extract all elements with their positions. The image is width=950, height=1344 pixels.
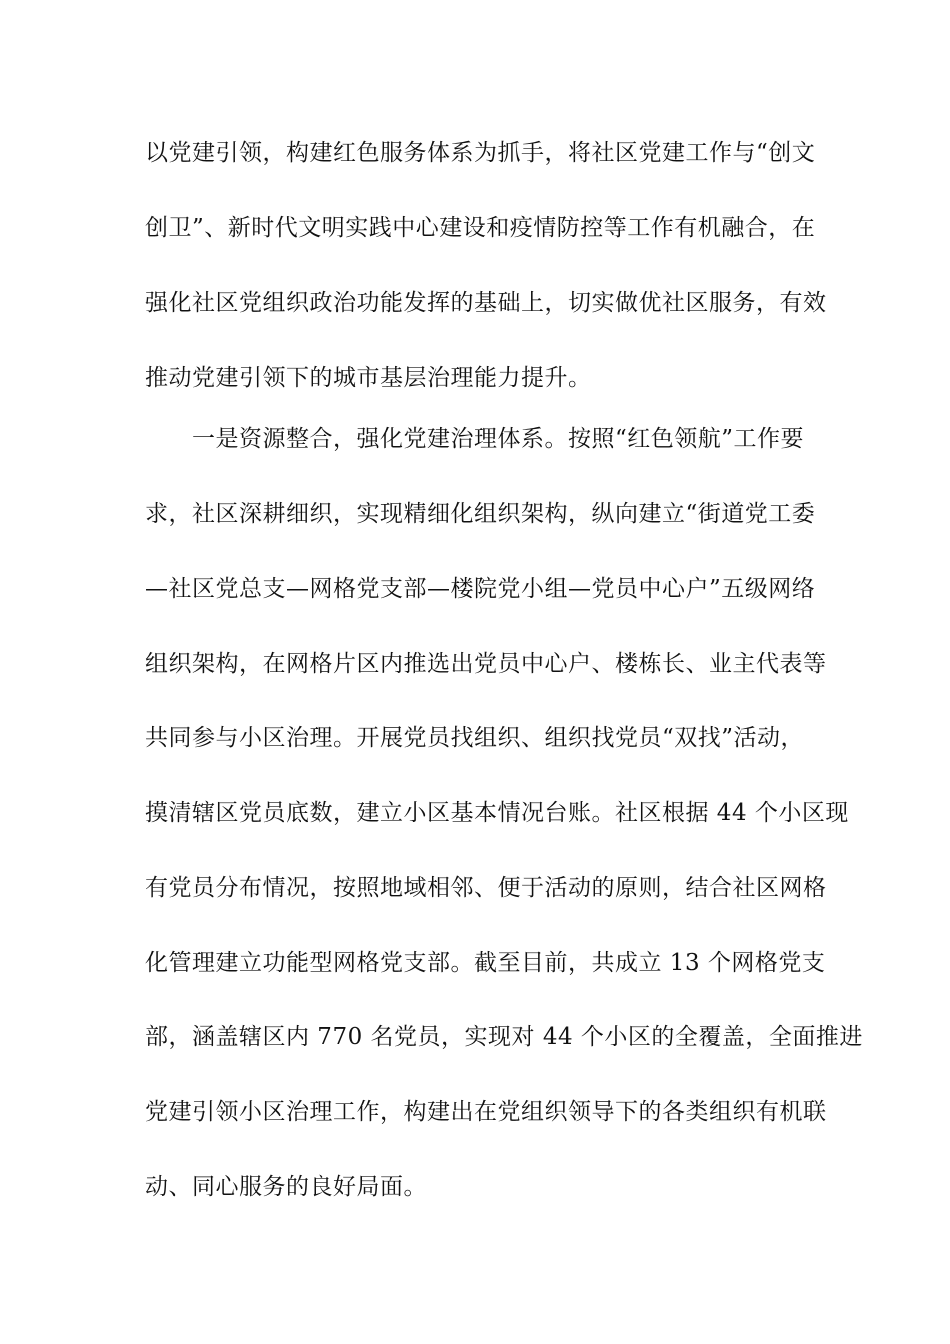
- text-line-15: 动、同心服务的良好局面。: [145, 1174, 427, 1200]
- text-line-12: 化管理建立功能型网格党支部。截至目前，共成立 13 个网格党支: [145, 950, 826, 976]
- text-line-8: 组织架构，在网格片区内推选出党员中心户、楼栋长、业主代表等: [145, 651, 827, 677]
- text-line-2: 创卫”、新时代文明实践中心建设和疫情防控等工作有机融合，在: [145, 215, 816, 241]
- text-line-6: 求，社区深耕细织，实现精细化组织架构，纵向建立“街道党工委: [145, 501, 816, 527]
- text-line-4: 推动党建引领下的城市基层治理能力提升。: [145, 365, 592, 391]
- text-line-3: 强化社区党组织政治功能发挥的基础上，切实做优社区服务，有效: [145, 290, 827, 316]
- text-line-9: 共同参与小区治理。开展党员找组织、组织找党员“双找”活动，: [145, 725, 805, 751]
- text-line-7: —社区党总支—网格党支部—楼院党小组—党员中心户”五级网络: [145, 576, 816, 602]
- text-line-11: 有党员分布情况，按照地域相邻、便于活动的原则，结合社区网格: [145, 875, 827, 901]
- text-line-14: 党建引领小区治理工作，构建出在党组织领导下的各类组织有机联: [145, 1099, 827, 1125]
- text-line-1: 以党建引领，构建红色服务体系为抓手，将社区党建工作与“创文: [145, 140, 816, 166]
- text-line-10: 摸清辖区党员底数，建立小区基本情况台账。社区根据 44 个小区现: [145, 800, 849, 826]
- text-line-5: 一是资源整合，强化党建治理体系。按照“红色领航”工作要: [192, 426, 805, 452]
- text-line-13: 部，涵盖辖区内 770 名党员，实现对 44 个小区的全覆盖，全面推进: [145, 1024, 863, 1050]
